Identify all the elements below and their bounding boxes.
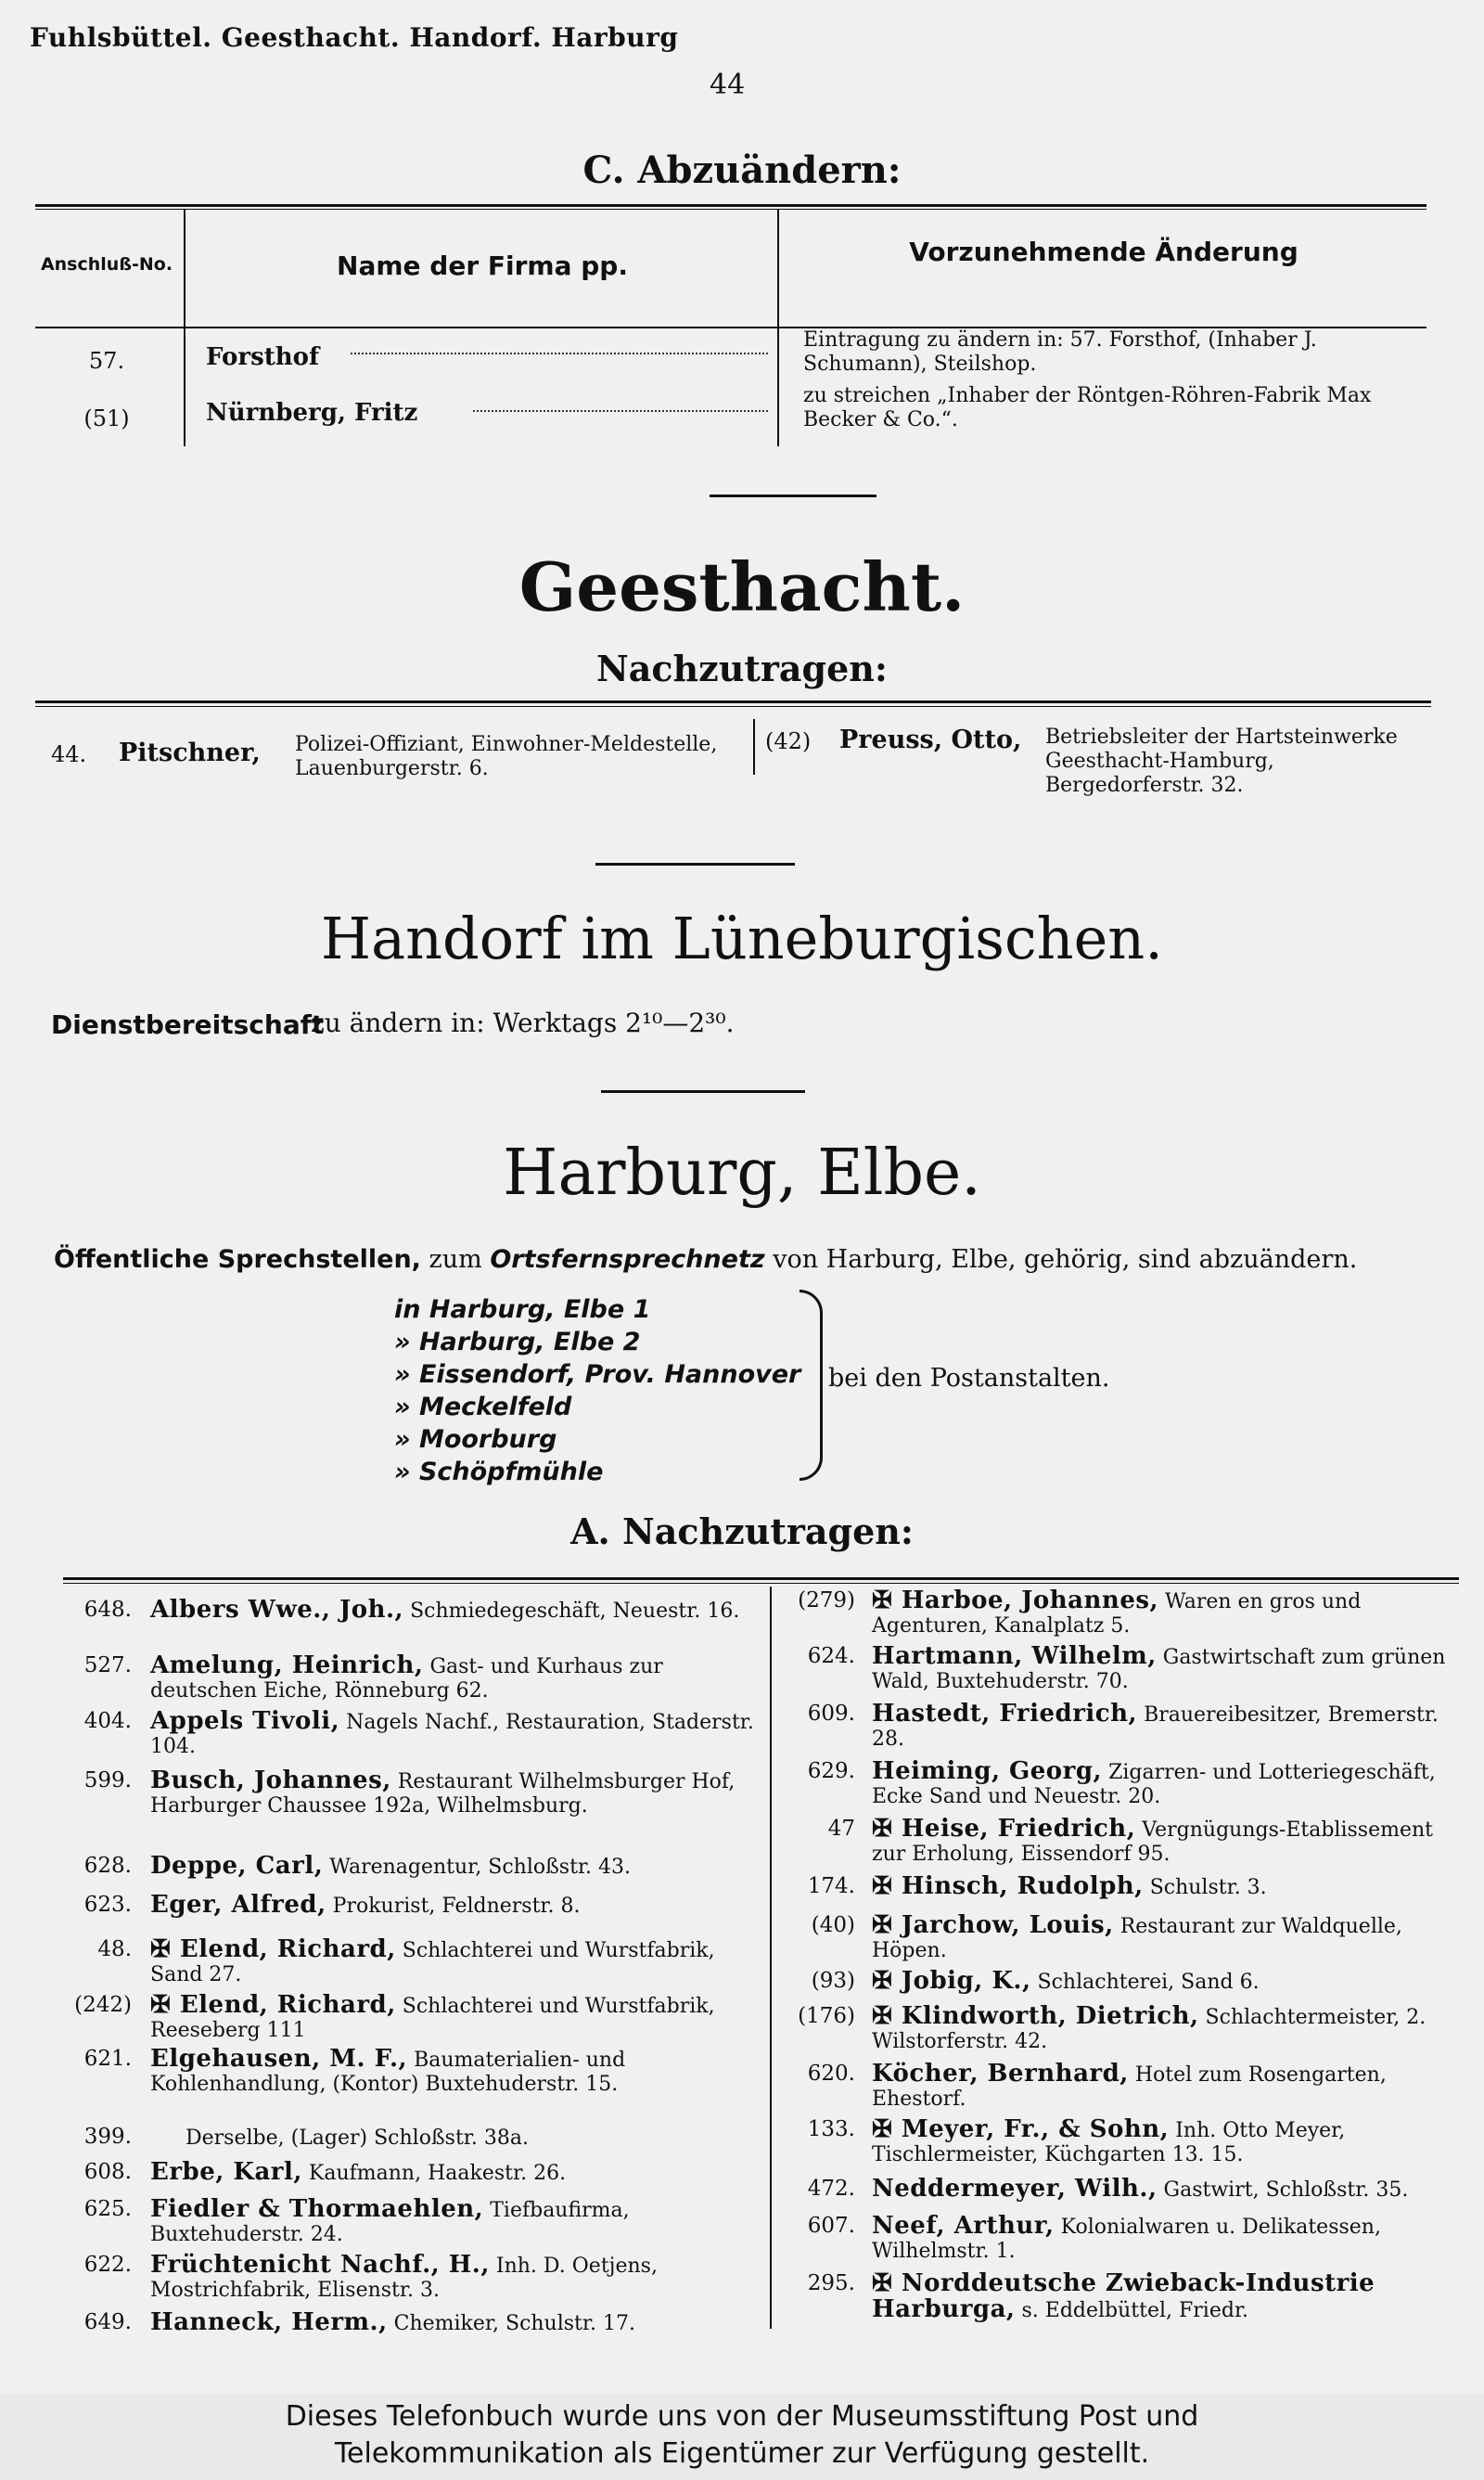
table-top-rule xyxy=(35,204,1426,207)
station-3: » Eissendorf, Prov. Hannover xyxy=(394,1360,801,1389)
station-2: » Harburg, Elbe 2 xyxy=(394,1328,641,1356)
running-header: Fuhlsbüttel. Geesthacht. Handorf. Harburg xyxy=(30,22,679,53)
harburg-subtitle: A. Nachzutragen: xyxy=(570,1510,914,1552)
row-1-name: Forsthof xyxy=(206,343,320,371)
geesthacht-right-text: Betriebsleiter der Hartsteinwerke Geesthacht-Hamburg, Bergedorferstr. 32. xyxy=(1045,726,1398,797)
row-2-number: (51) xyxy=(83,405,130,431)
stations-suffix: bei den Postanstalten. xyxy=(828,1364,1110,1393)
directory-page: Fuhlsbüttel. Geesthacht. Handorf. Harburg 44 C. Abzuändern: Anschluß-No. Name der Firma pp. Vorzunehmende Änderung 57. Forsthof (51) Nürnberg, Fritz Eintragung zu ändern in: 57. Forsthof, (Inhaber J. Schumann), Steilshop. zu streichen „Inhaber der Röntgen-Röhren-Fabrik Max Becker & Co.“. Geesthacht. Nachzutragen: 44. Pitschner, Polizei-Offiziant, Einwohner-Meldestelle, Lauenburgerstr. 6. (42) Preuss, Otto, Betriebsleiter der Hartsteinwerke Geesthacht-Hamburg, Bergedorferstr. 32. Handorf im Lüneburgischen. Dienstbereitschaft zu ändern in: Werktags 2¹⁰—2³⁰. Harburg, Elbe. Öffentliche Sprechstellen, zum Ortsfernsprechnetz von Harburg, Elbe, gehörig, sind abzuändern. in Harburg, Elbe 1 » Harburg, Elbe 2 » Eissendorf, Prov. Hannover » Meckelfeld » Moorburg » Schöpfmühle bei den Postanstalten. A. Nachzutragen: 648. Albers Wwe., Joh., Schmiedegeschäft, Neuestr. 16. 527. Amelung, Heinrich, Gast- und Kurhaus zur deutschen Eiche, Rönneburg 62. 404. Appels Tivoli, Nagels Nachf., Restauration, Staderstr. 104. 599. Busch, Johannes, Restaurant Wilhelmsburger Hof, Harburger Chaussee 192a, Wilhelmsburg. 628. Deppe, Carl, Warenagentur, Schloßstr. 43. 623. Eger, Alfred, Prokurist, Feldnerstr. 8. 48. ✠ Elend, Richard, Schlachterei und Wurstfabrik, Sand 27. (242) ✠ Elend, Richard, Schlachterei und Wurstfabrik, Reeseberg 111 621. Elgehausen, M. F., Baumaterialien- und Kohlenhandlung, (Kontor) Buxtehuderstr. 15. 399. Derselbe, (Lager) Schloßstr. 38a. 608. Erbe, Karl, Kaufmann, Haakestr. 26. 625. Fiedler & Thormaehlen, Tiefbaufirma, Buxtehuderstr. 24. 622. Früchtenicht Nachf., H., Inh. D. Oetjens, Mostrichfabrik, Elisenstr. 3. 649. Hanneck, Herm., Chemiker, Schulstr. 17. (279) ✠ Harboe, Johannes, Waren en gros und Agenturen, Kanalplatz 5. 624. Hartmann, Wilhelm, Gastwirtschaft zum grünen Wald, Buxtehuderstr. 70. 609. Hastedt, Friedrich, Brauereibesitzer, Bremerstr. 28. 629. Heiming, Georg, Zigarren- und Lotteriegeschäft, Ecke Sand und Neuestr. 20. 47 ✠ Heise, Friedrich, Vergnügungs-Etablissement zur Erholung, Eissendorf 95. 174. ✠ Hinsch, Rudolph, Schulstr. 3. (40) ✠ Jarchow, Louis, Restaurant zur Waldquelle, Höpen. (93) ✠ Jobig, K., Schlachterei, Sand 6. (176) ✠ Klindworth, Dietrich, Schlachtermeister, 2. Wilstorferstr. 42. 620. Köcher, Bernhard, Hotel zum Rosengarten, Ehestorf. 133. ✠ Meyer, Fr., & Sohn, Inh. Otto Meyer, Tischlermeister, Küchgarten 13. 15. 472. Neddermeyer, Wilh., Gastwirt, Schloßstr. 35. 607. Neef, Arthur, Kolonialwaren u. Delikatessen, Wilhelmstr. 1. 295. ✠ Norddeutsche Zwieback-Industrie Harburga, s. Eddelbüttel, Friedr. xyxy=(0,0,1484,2394)
footer-line-1: Dieses Telefonbuch wurde uns von der Museumsstiftung Post und xyxy=(285,2400,1199,2433)
harburg-intro-mid: zum xyxy=(429,1245,482,1274)
col-header-number: Anschluß-No. xyxy=(40,254,173,275)
harburg-rule xyxy=(63,1577,1459,1580)
geesthacht-rule xyxy=(35,700,1431,703)
harburg-intro-label: Öffentliche Sprechstellen, xyxy=(54,1245,421,1274)
harburg-intro-rest: von Harburg, Elbe, gehörig, sind abzuändern. xyxy=(773,1245,1358,1274)
row-2-name: Nürnberg, Fritz xyxy=(206,399,418,427)
station-brace xyxy=(800,1290,823,1481)
row-1-leader xyxy=(351,353,768,354)
handorf-label: Dienstbereitschaft xyxy=(51,1009,325,1040)
change-text-2: zu streichen „Inhaber der Röntgen-Röhren-Fabrik Max Becker & Co.“. xyxy=(803,384,1372,431)
change-text-1: Eintragung zu ändern in: 57. Forsthof, (Inhaber J. Schumann), Steilshop. xyxy=(803,328,1317,376)
table-top-rule-thin xyxy=(35,209,1426,210)
harburg-col-divider xyxy=(770,1587,772,2329)
col-header-change: Vorzunehmende Änderung xyxy=(909,237,1298,267)
station-5: » Moorburg xyxy=(394,1425,557,1454)
harburg-intro-net: Ortsfernsprechnetz xyxy=(490,1245,765,1274)
harburg-rule-thin xyxy=(63,1583,1459,1584)
harburg-station-list xyxy=(394,1293,800,1488)
section-c-title: C. Abzuändern: xyxy=(582,148,902,192)
geesthacht-rule-thin xyxy=(35,706,1431,707)
archive-footer xyxy=(0,2398,1484,2473)
page-number: 44 xyxy=(710,69,746,101)
station-1: in Harburg, Elbe 1 xyxy=(394,1295,651,1324)
geesthacht-left-name: Pitschner, xyxy=(119,739,261,767)
station-4: » Meckelfeld xyxy=(394,1393,572,1421)
handorf-title: Handorf im Lüneburgischen. xyxy=(321,905,1163,972)
col-header-name: Name der Firma pp. xyxy=(337,251,628,281)
geesthacht-right-name: Preuss, Otto, xyxy=(839,726,1022,754)
geesthacht-subtitle: Nachzutragen: xyxy=(596,648,888,689)
section-divider-3 xyxy=(601,1090,805,1093)
footer-line-2: Telekommunikation als Eigentümer zur Verfügung gestellt. xyxy=(334,2437,1150,2470)
geesthacht-divider xyxy=(753,719,755,775)
geesthacht-left-number: 44. xyxy=(51,741,87,767)
section-divider-1 xyxy=(710,495,876,497)
row-2-leader xyxy=(473,410,768,412)
handorf-text: zu ändern in: Werktags 2¹⁰—2³⁰. xyxy=(311,1008,735,1038)
geesthacht-title: Geesthacht. xyxy=(518,547,966,626)
row-1-number: 57. xyxy=(88,348,125,374)
harburg-title: Harburg, Elbe. xyxy=(503,1137,981,1210)
geesthacht-left-text: Polizei-Offiziant, Einwohner-Meldestelle, Lauenburgerstr. 6. xyxy=(295,733,718,780)
harburg-intro xyxy=(54,1245,1357,1274)
geesthacht-right-number: (42) xyxy=(765,728,812,754)
station-6: » Schöpfmühle xyxy=(394,1458,604,1486)
section-divider-2 xyxy=(595,863,795,866)
